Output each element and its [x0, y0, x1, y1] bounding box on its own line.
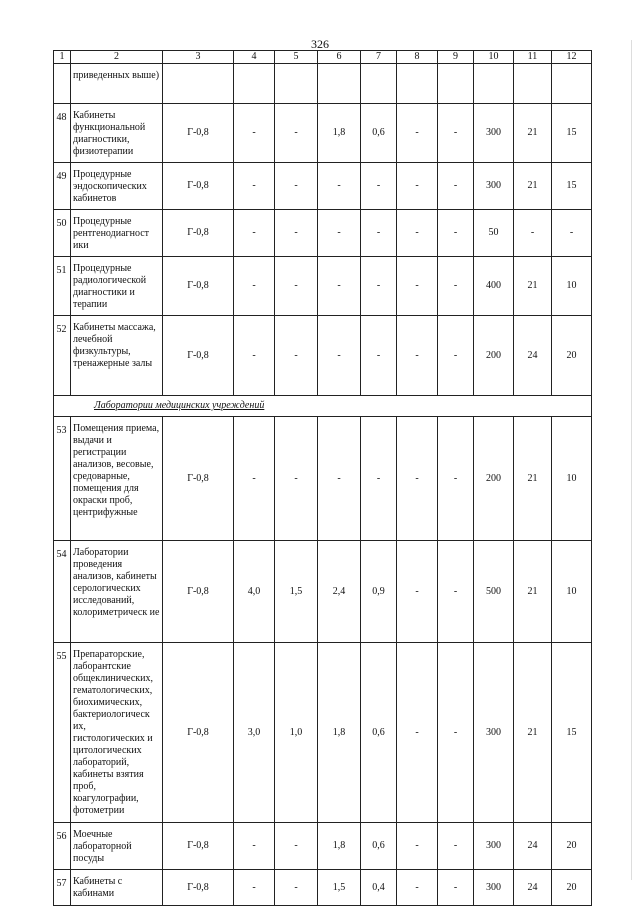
value-cell-c9: - [438, 210, 474, 257]
value-cell-c3: Г-0,8 [163, 163, 234, 210]
value-cell-c3: Г-0,8 [163, 541, 234, 643]
value-cell-c6: 1,8 [318, 643, 361, 823]
value-cell-c10: 300 [474, 643, 514, 823]
header-cell: 7 [361, 51, 397, 64]
room-name: Моечные лабораторной посуды [71, 823, 163, 870]
value-cell-c6: - [318, 257, 361, 316]
value-cell-c7: 0,6 [361, 104, 397, 163]
value-cell-c3: Г-0,8 [163, 870, 234, 906]
value-cell-c8: - [397, 316, 438, 396]
value-cell-c3: Г-0,8 [163, 210, 234, 257]
row-number: 48 [54, 104, 71, 163]
value-cell-c8: - [397, 823, 438, 870]
value-cell-c10: 400 [474, 257, 514, 316]
value-cell-c11: 24 [514, 316, 552, 396]
value-cell-c9: - [438, 870, 474, 906]
row-number: 51 [54, 257, 71, 316]
value-cell-c11: 21 [514, 417, 552, 541]
table-row [54, 104, 592, 163]
value-cell-c4: 4,0 [234, 541, 275, 643]
value-cell-c4: - [234, 257, 275, 316]
value-cell-c4: 3,0 [234, 643, 275, 823]
value-cell-c9: - [438, 163, 474, 210]
value-cell-c11: 21 [514, 104, 552, 163]
header-cell: 9 [438, 51, 474, 64]
value-cell-c12: 15 [552, 163, 592, 210]
value-cell-c3: Г-0,8 [163, 417, 234, 541]
value-cell-c3: Г-0,8 [163, 643, 234, 823]
value-cell-c8: - [397, 870, 438, 906]
value-cell-c8: - [397, 210, 438, 257]
value-cell-c3: Г-0,8 [163, 823, 234, 870]
value-cell-c10: 300 [474, 870, 514, 906]
header-cell: 6 [318, 51, 361, 64]
value-cell-c7: 0,9 [361, 541, 397, 643]
value-cell-c3: Г-0,8 [163, 316, 234, 396]
room-name: Препараторские, лаборантские общеклинических, гематологических, биохимических, бактериологическ их, гистологических и цитологических лабораторий, кабинеты взятия проб, коагулографии, фотометрии [71, 643, 163, 823]
value-cell-c12: - [552, 210, 592, 257]
value-cell-c9: - [438, 541, 474, 643]
value-cell-c8: - [397, 643, 438, 823]
value-cell-c10: 300 [474, 104, 514, 163]
value-cell-c8: - [397, 541, 438, 643]
header-cell: 3 [163, 51, 234, 64]
page-number: 326 [311, 37, 329, 51]
header-cell: 2 [71, 51, 163, 64]
table-row [54, 870, 592, 906]
value-cell-c6: - [318, 316, 361, 396]
value-cell-c12: 15 [552, 104, 592, 163]
section-title: Лаборатории медицинских учреждений [54, 396, 592, 417]
value-cell-c12: 10 [552, 257, 592, 316]
value-cell-c7: - [361, 316, 397, 396]
value-cell-c4: - [234, 316, 275, 396]
value-cell-c6: - [318, 163, 361, 210]
value-cell-c5: - [275, 163, 318, 210]
value-cell-c8: - [397, 257, 438, 316]
value-cell-c3: Г-0,8 [163, 257, 234, 316]
value-cell-c6: - [318, 210, 361, 257]
table-row [54, 257, 592, 316]
value-cell-c12: 20 [552, 823, 592, 870]
room-name: Лаборатории проведения анализов, кабинеты серологических исследований, колориметрическ ие [71, 541, 163, 643]
value-cell-c7: - [361, 417, 397, 541]
header-cell: 10 [474, 51, 514, 64]
row-number: 56 [54, 823, 71, 870]
value-cell-c7: 0,4 [361, 870, 397, 906]
value-cell-c4: - [234, 163, 275, 210]
table-row [54, 643, 592, 823]
value-cell-c11: 21 [514, 163, 552, 210]
table-row [54, 823, 592, 870]
value-cell-c4: - [234, 210, 275, 257]
value-cell-c5: - [275, 316, 318, 396]
value-cell-c11: 24 [514, 823, 552, 870]
table-row [54, 163, 592, 210]
value-cell-c7: 0,6 [361, 823, 397, 870]
row-number: 54 [54, 541, 71, 643]
room-name: Кабинеты с кабинами [71, 870, 163, 906]
value-cell-c9: - [438, 257, 474, 316]
value-cell-c6: - [318, 417, 361, 541]
row-number: 53 [54, 417, 71, 541]
value-cell-c9: - [438, 643, 474, 823]
header-cell: 5 [275, 51, 318, 64]
value-cell-c3: Г-0,8 [163, 104, 234, 163]
row-number: 50 [54, 210, 71, 257]
value-cell-c8: - [397, 104, 438, 163]
value-cell-c5: - [275, 210, 318, 257]
room-name: Кабинеты функциональной диагностики, физиотерапии [71, 104, 163, 163]
value-cell-c6: 1,8 [318, 823, 361, 870]
value-cell-c9: - [438, 316, 474, 396]
header-cell: 12 [552, 51, 592, 64]
value-cell-c11: - [514, 210, 552, 257]
value-cell-c11: 21 [514, 541, 552, 643]
row-number: 52 [54, 316, 71, 396]
room-name: Процедурные рентгенодиагност ики [71, 210, 163, 257]
table-row [54, 316, 592, 396]
value-cell-c6: 1,8 [318, 104, 361, 163]
header-cell: 11 [514, 51, 552, 64]
value-cell-c4: - [234, 104, 275, 163]
value-cell-c11: 21 [514, 643, 552, 823]
room-name: Процедурные эндоскопических кабинетов [71, 163, 163, 210]
row-number: 55 [54, 643, 71, 823]
header-cell: 4 [234, 51, 275, 64]
value-cell-c7: - [361, 210, 397, 257]
header-row [54, 51, 592, 64]
value-cell-c7: - [361, 163, 397, 210]
value-cell-c5: 1,0 [275, 643, 318, 823]
norms-table [53, 50, 592, 906]
scan-edge-line [631, 40, 632, 880]
room-name: Процедурные радиологической диагностики и терапии [71, 257, 163, 316]
value-cell-c9: - [438, 823, 474, 870]
value-cell-c5: - [275, 104, 318, 163]
table-row [54, 210, 592, 257]
value-cell-c5: 1,5 [275, 541, 318, 643]
value-cell-c12: 10 [552, 417, 592, 541]
value-cell-c9: - [438, 417, 474, 541]
value-cell-c10: 500 [474, 541, 514, 643]
value-cell-c10: 200 [474, 417, 514, 541]
value-cell-c12: 10 [552, 541, 592, 643]
value-cell-c8: - [397, 163, 438, 210]
value-cell-c4: - [234, 417, 275, 541]
value-cell-c5: - [275, 417, 318, 541]
table-row [54, 417, 592, 541]
value-cell-c11: 21 [514, 257, 552, 316]
value-cell-c5: - [275, 870, 318, 906]
row-number: 49 [54, 163, 71, 210]
value-cell-c12: 20 [552, 316, 592, 396]
value-cell-c5: - [275, 823, 318, 870]
continuation-row [54, 64, 592, 104]
value-cell-c9: - [438, 104, 474, 163]
value-cell-c12: 20 [552, 870, 592, 906]
value-cell-c4: - [234, 823, 275, 870]
value-cell-c12: 15 [552, 643, 592, 823]
value-cell-c8: - [397, 417, 438, 541]
room-name: Помещения приема, выдачи и регистрации анализов, весовые, средоварные, помещения для окраски проб, центрифужные [71, 417, 163, 541]
value-cell-c11: 24 [514, 870, 552, 906]
value-cell-c7: 0,6 [361, 643, 397, 823]
value-cell-c7: - [361, 257, 397, 316]
value-cell-c5: - [275, 257, 318, 316]
row-number: 57 [54, 870, 71, 906]
continuation-text: приведенных выше) [71, 64, 163, 104]
value-cell-c10: 300 [474, 823, 514, 870]
room-name: Кабинеты массажа, лечебной физкультуры, тренажерные залы [71, 316, 163, 396]
section-header-row [54, 396, 592, 417]
value-cell-c6: 2,4 [318, 541, 361, 643]
value-cell-c10: 300 [474, 163, 514, 210]
value-cell-c4: - [234, 870, 275, 906]
header-cell: 1 [54, 51, 71, 64]
value-cell-c10: 200 [474, 316, 514, 396]
table-row [54, 541, 592, 643]
value-cell-c10: 50 [474, 210, 514, 257]
value-cell-c6: 1,5 [318, 870, 361, 906]
header-cell: 8 [397, 51, 438, 64]
